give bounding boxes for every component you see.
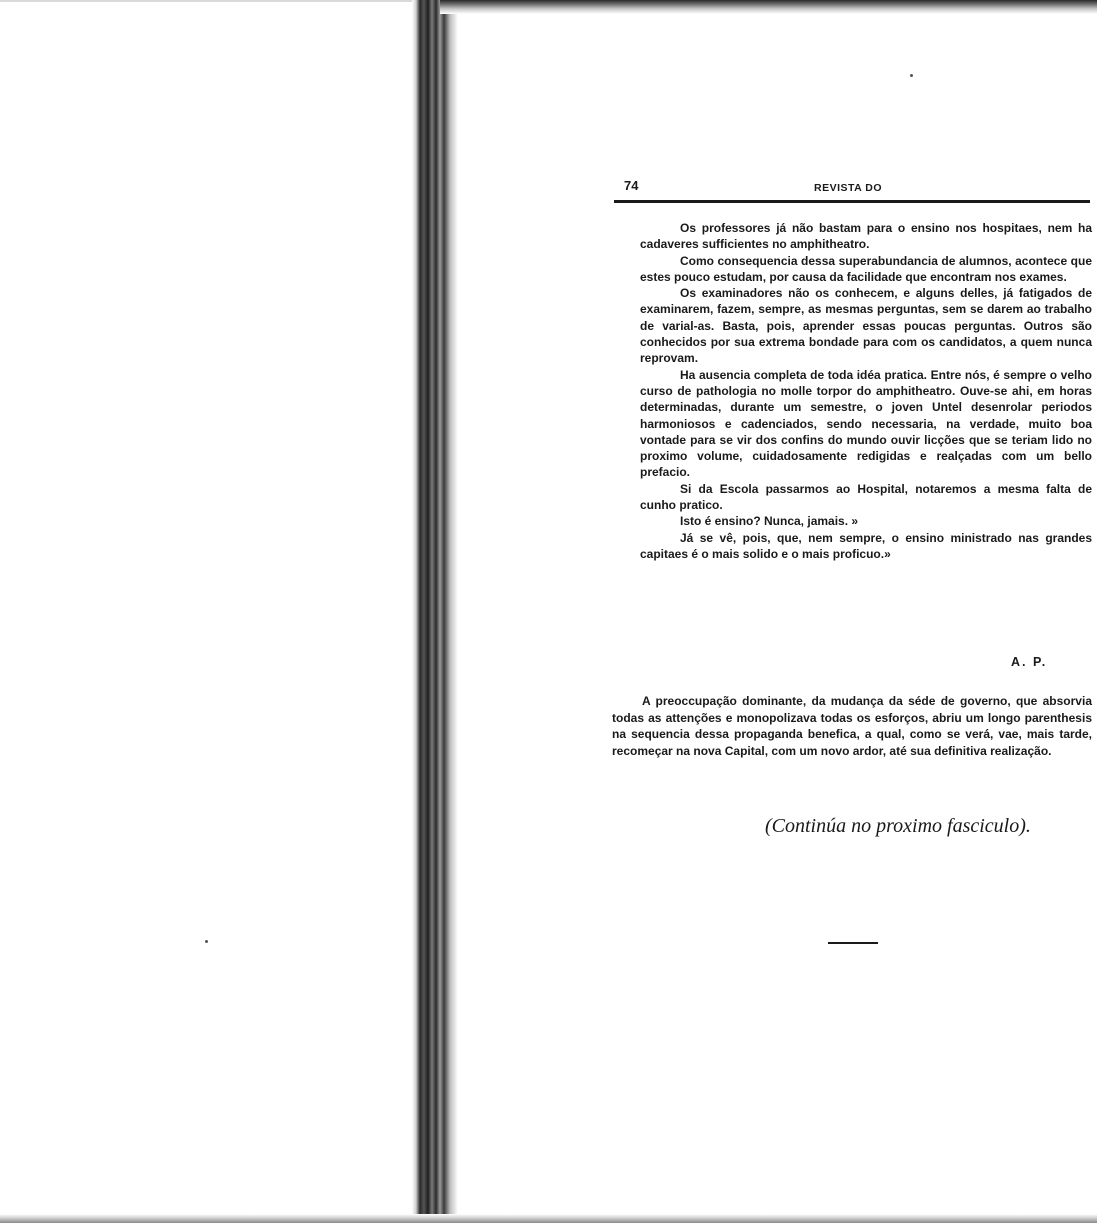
quote-paragraph: Os examinadores não os conhecem, e alguns delles, já fatigados de examinarem, fazem, sempre, as mesmas perguntas, sem se darem ao trabalho de varial-as. Basta, pois, aprender essas poucas perguntas. Outros são conhecidos por sua extrema bondade para com os candidatos, a quem nunca reprovam.: [640, 286, 1092, 366]
page-top-edge: [0, 0, 412, 2]
print-speck: [910, 74, 913, 77]
page-bottom-edge: [0, 1214, 1097, 1223]
quote-paragraph: Os professores já não bastam para o ensino nos hospitaes, nem ha cadaveres sufficientes no amphitheatro.: [640, 221, 1092, 252]
quote-paragraph: Si da Escola passarmos ao Hospital, notaremos a mesma falta de cunho pratico.: [640, 481, 1092, 513]
end-rule: [828, 942, 878, 944]
quote-paragraph: Isto é ensino? Nunca, jamais. »: [680, 514, 859, 529]
quote-signature: A. P.: [1011, 655, 1048, 669]
quote-paragraph: Já se vê, pois, que, nem sempre, o ensino ministrado nas grandes capitaes é o mais solido e o mais proficuo.»: [640, 530, 1092, 561]
continuation-note: (Continúa no proximo fasciculo).: [765, 815, 1031, 837]
page-header: [614, 178, 1090, 203]
quote-paragraph: Como consequencia dessa superabundancia de alumnos, acontece que estes pouco estudam, por causa da facilidade que encontram nos exames.: [640, 253, 1092, 284]
page-number: 74: [624, 178, 639, 193]
book-gutter: [412, 0, 458, 1223]
page-top-shadow: [440, 0, 1097, 14]
print-speck: [205, 940, 208, 943]
quoted-text: [640, 220, 1092, 562]
running-head: REVISTA DO: [814, 182, 883, 194]
main-paragraph: A preoccupação dominante, da mudança da séde de governo, que absorvia todas as attenções e monopolizava todas os esforços, abriu um longo parenthesis na sequencia dessa propaganda benefica, a qual, como se verá, vae, mais tarde, recomeçar na nova Capital, com um novo ardor, até sua definitiva realização.: [612, 694, 1092, 758]
quote-paragraph: Ha ausencia completa de toda idéa pratica. Entre nós, é sempre o velho curso de pathologia no molle torpor do amphitheatro. Ouve-se ahi, em horas determinadas, durante um semestre, o joven Untel desenrolar periodos harmoniosos e cadenciados, sendo necessaria, na verdade, muito boa vontade para se vir dos confins do mundo ouvir licções que se teriam lido no proximo volume, cuidadosamente redigidas e realçadas com um bello prefacio.: [640, 367, 1092, 480]
